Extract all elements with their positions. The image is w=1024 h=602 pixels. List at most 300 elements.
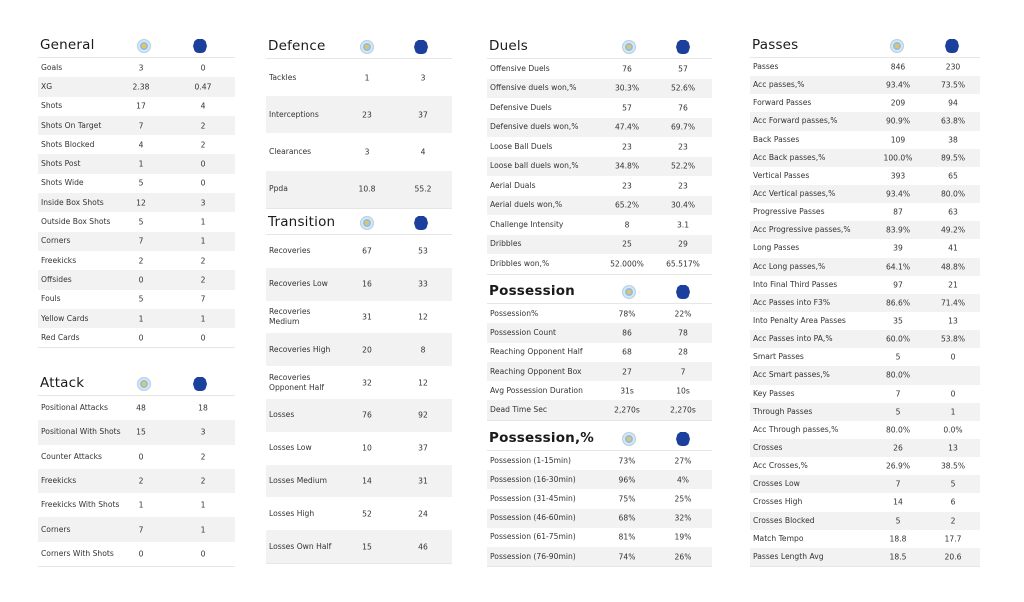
stat-label: Aerial Duals — [490, 180, 536, 190]
everton-badge-icon — [193, 39, 207, 53]
stat-row — [750, 276, 980, 294]
stat-row — [750, 76, 980, 94]
stat-label: Acc passes,% — [753, 80, 805, 90]
man-city-badge-icon — [137, 39, 151, 53]
home-value: 14 — [893, 497, 903, 507]
stat-row — [750, 131, 980, 149]
away-value: 52.2% — [670, 161, 696, 171]
stat-row — [266, 465, 452, 498]
stat-label: Passes — [753, 61, 779, 71]
stat-label: Acc Passes into PA,% — [753, 334, 833, 344]
stat-row — [266, 530, 452, 563]
duels-divider — [487, 274, 712, 275]
stat-label: Interceptions — [269, 109, 319, 119]
everton-badge-icon — [676, 432, 690, 446]
stat-row — [38, 396, 235, 420]
everton-badge-icon — [676, 285, 690, 299]
away-value: 7 — [680, 367, 686, 377]
stat-row — [750, 348, 980, 366]
stat-label: Freekicks — [41, 255, 77, 265]
stat-row — [487, 381, 712, 400]
defence-rows — [266, 59, 452, 208]
stat-row — [266, 59, 452, 96]
stat-label: XG — [41, 81, 53, 91]
away-value: 4 — [420, 147, 426, 157]
stat-row — [487, 254, 712, 274]
away-value: 92 — [418, 410, 428, 420]
stat-row — [38, 290, 235, 309]
stat-row — [266, 497, 452, 530]
transition-rows — [266, 235, 452, 563]
away-value: 8 — [420, 345, 426, 355]
stat-row — [266, 432, 452, 465]
away-value: 65 — [948, 171, 958, 181]
home-value: 2 — [138, 256, 144, 266]
stat-label: Losses Low — [269, 443, 312, 453]
stat-label: Shots Post — [41, 159, 81, 168]
everton-badge-icon — [414, 216, 428, 230]
stat-row — [38, 251, 235, 270]
stat-label: Aerial duels won,% — [490, 200, 563, 210]
stat-label: Shots Blocked — [41, 139, 95, 149]
stat-label: Positional With Shots — [41, 427, 121, 437]
stat-label: Shots On Target — [41, 120, 102, 130]
stat-label: Recoveries Opponent Half — [269, 372, 325, 392]
stat-label: Offsides — [41, 274, 72, 284]
stat-row — [38, 154, 235, 173]
stat-row — [38, 542, 235, 566]
transition-title: Transition — [268, 214, 336, 230]
away-value: 17.7 — [944, 534, 962, 544]
stat-label: Red Cards — [41, 332, 80, 342]
stat-label: Dribbles won,% — [490, 258, 550, 268]
home-value: 18.5 — [889, 552, 907, 562]
home-value: 1 — [138, 314, 144, 323]
stat-row — [750, 421, 980, 439]
passes-panel — [750, 30, 980, 567]
away-value: 19% — [674, 532, 692, 542]
stat-label: Counter Attacks — [41, 451, 102, 461]
away-value: 13 — [948, 443, 958, 453]
stat-label: Possession (16-30min) — [490, 474, 576, 484]
stat-label: Crosses Low — [753, 479, 800, 489]
stat-row — [487, 470, 712, 489]
home-value: 393 — [890, 171, 906, 181]
home-value: 2,270s — [614, 405, 640, 415]
duels-rows — [487, 59, 712, 274]
home-value: 76 — [622, 64, 632, 74]
home-value: 26.9% — [885, 461, 911, 471]
stat-label: Corners With Shots — [41, 548, 114, 558]
away-value: 1 — [950, 407, 956, 417]
away-value: 76 — [678, 103, 688, 113]
stat-row — [750, 457, 980, 475]
home-value: 0 — [138, 333, 144, 343]
stat-row — [487, 98, 712, 118]
home-value: 23 — [622, 142, 632, 152]
stat-label: Possession% — [490, 308, 539, 318]
away-value: 0 — [200, 333, 206, 343]
stat-label: Acc Forward passes,% — [753, 116, 838, 126]
stat-label: Through Passes — [753, 406, 813, 416]
home-value: 76 — [362, 410, 372, 420]
passes-title: Passes — [752, 37, 799, 53]
stat-row — [38, 469, 235, 493]
stat-row — [750, 512, 980, 530]
everton-badge-icon — [414, 40, 428, 54]
stat-label: Match Tempo — [753, 533, 804, 543]
home-value: 80.0% — [885, 425, 911, 435]
away-value: 0 — [950, 389, 956, 399]
away-value: 0 — [200, 159, 206, 169]
home-value: 26 — [893, 443, 903, 453]
transition-header — [266, 207, 452, 235]
home-value: 67 — [362, 246, 372, 256]
possession-panel — [487, 276, 712, 421]
stat-label: Loose ball duels won,% — [490, 161, 579, 171]
stat-row — [266, 235, 452, 268]
home-value: 52 — [362, 509, 372, 519]
stat-label: Corners — [41, 524, 71, 534]
away-value: 4% — [676, 475, 690, 485]
stat-label: Freekicks — [41, 475, 77, 485]
away-value: 7 — [200, 294, 206, 304]
stat-row — [487, 509, 712, 528]
stat-label: Defensive Duels — [490, 102, 552, 112]
home-value: 7 — [895, 479, 901, 489]
away-value: 55.2 — [414, 184, 432, 194]
stat-label: Forward Passes — [753, 98, 812, 108]
stat-label: Clearances — [269, 146, 312, 156]
home-value: 86 — [622, 328, 632, 338]
home-value: 7 — [138, 121, 144, 131]
away-value: 230 — [945, 62, 961, 72]
general-rows — [38, 58, 235, 347]
home-value: 30.3% — [614, 83, 640, 93]
stat-row — [750, 403, 980, 421]
stat-label: Acc Back passes,% — [753, 152, 826, 162]
stat-row — [266, 399, 452, 432]
stat-label: Losses Own Half — [269, 541, 332, 551]
home-value: 32 — [362, 378, 372, 388]
everton-badge-icon — [676, 40, 690, 54]
home-value: 80.0% — [885, 370, 911, 380]
home-value: 20 — [362, 345, 372, 355]
away-value: 89.5% — [940, 153, 966, 163]
away-value: 3.1 — [676, 220, 690, 230]
stat-label: Recoveries — [269, 246, 311, 256]
home-value: 7 — [895, 389, 901, 399]
home-value: 23 — [362, 110, 372, 120]
duels-header — [487, 31, 712, 59]
stat-label: Long Passes — [753, 243, 800, 253]
stat-row — [487, 137, 712, 157]
stat-label: Ppda — [269, 184, 288, 194]
away-value: 13 — [948, 316, 958, 326]
stat-label: Losses Medium — [269, 475, 328, 485]
away-value: 25% — [674, 494, 692, 504]
away-value: 37 — [418, 110, 428, 120]
home-value: 52.000% — [610, 259, 644, 269]
away-value: 1 — [200, 525, 206, 535]
away-value: 10s — [676, 386, 690, 396]
away-value: 1 — [200, 500, 206, 510]
away-value: 21 — [948, 280, 958, 290]
transition-divider — [266, 563, 452, 564]
home-value: 0 — [138, 275, 144, 285]
home-value: 15 — [362, 542, 372, 552]
stat-row — [266, 301, 452, 334]
home-value: 5 — [138, 294, 144, 304]
attack-rows — [38, 396, 235, 566]
stat-label: Dribbles — [490, 239, 522, 249]
home-value: 31s — [620, 386, 634, 396]
away-value: 23 — [678, 181, 688, 191]
home-value: 5 — [138, 217, 144, 227]
stat-label: Positional Attacks — [41, 403, 108, 413]
home-value: 78% — [618, 309, 636, 319]
away-value: 48.8% — [940, 262, 966, 272]
away-value: 2 — [200, 121, 206, 131]
possession-pct-panel — [487, 423, 712, 567]
away-value: 73.5% — [940, 80, 966, 90]
away-value: 1 — [200, 236, 206, 246]
home-value: 64.1% — [885, 262, 911, 272]
away-value: 3 — [420, 73, 426, 83]
attack-divider — [38, 566, 235, 567]
stat-row — [38, 97, 235, 116]
stat-row — [38, 58, 235, 77]
home-value: 18.8 — [889, 534, 907, 544]
attack-header — [38, 368, 235, 396]
stat-row — [487, 79, 712, 99]
defence-header — [266, 31, 452, 59]
stat-label: Crosses Blocked — [753, 515, 815, 525]
stat-label: Into Penalty Area Passes — [753, 315, 846, 325]
possession-pct-header — [487, 423, 712, 451]
away-value: 26% — [674, 552, 692, 562]
stat-row — [487, 451, 712, 470]
home-value: 68% — [618, 513, 636, 523]
stat-row — [38, 232, 235, 251]
man-city-badge-icon — [890, 39, 904, 53]
home-value: 3 — [138, 63, 144, 73]
stat-label: Fouls — [41, 294, 61, 304]
attack-panel — [38, 368, 235, 567]
away-value: 2 — [200, 275, 206, 285]
stat-row — [750, 58, 980, 76]
stat-label: Crosses — [753, 442, 783, 452]
man-city-badge-icon — [137, 377, 151, 391]
away-value: 5 — [950, 479, 956, 489]
away-value: 63 — [948, 207, 958, 217]
away-value: 3 — [200, 198, 206, 208]
stat-row — [487, 400, 712, 419]
stat-row — [750, 94, 980, 112]
stat-row — [750, 548, 980, 566]
stat-label: Acc Smart passes,% — [753, 370, 830, 380]
stat-label: Crosses High — [753, 497, 803, 507]
stat-label: Acc Through passes,% — [753, 424, 839, 434]
stat-label: Yellow Cards — [41, 313, 89, 323]
stat-row — [266, 133, 452, 170]
stat-label: Vertical Passes — [753, 170, 810, 180]
stat-row — [750, 185, 980, 203]
stat-label: Possession (1-15min) — [490, 455, 571, 465]
stat-row — [750, 385, 980, 403]
home-value: 7 — [138, 525, 144, 535]
stat-row — [750, 439, 980, 457]
away-value: 31 — [418, 476, 428, 486]
stat-label: Tackles — [269, 72, 297, 82]
stat-row — [266, 333, 452, 366]
home-value: 846 — [890, 62, 906, 72]
stat-label: Challenge Intensity — [490, 219, 564, 229]
stat-row — [38, 116, 235, 135]
stat-row — [266, 366, 452, 399]
transition-panel — [266, 207, 452, 564]
away-value: 24 — [418, 509, 428, 519]
home-value: 60.0% — [885, 334, 911, 344]
possession-pct-divider — [487, 566, 712, 567]
away-value: 1 — [200, 314, 206, 323]
away-value: 0 — [200, 549, 206, 559]
stat-label: Outside Box Shots — [41, 216, 111, 226]
stat-row — [487, 215, 712, 235]
stat-label: Acc Long passes,% — [753, 261, 826, 271]
away-value: 30.4% — [670, 200, 696, 210]
away-value: 0 — [950, 352, 956, 362]
away-value: 2,270s — [670, 405, 696, 415]
stat-label: Losses — [269, 410, 295, 420]
stat-label: Inside Box Shots — [41, 197, 104, 207]
stat-row — [487, 489, 712, 508]
stat-row — [487, 343, 712, 362]
home-value: 93.4% — [885, 80, 911, 90]
stat-label: Acc Vertical passes,% — [753, 188, 836, 198]
stat-row — [38, 420, 235, 444]
stat-label: Acc Progressive passes,% — [753, 225, 851, 235]
home-value: 8 — [624, 220, 630, 230]
stat-label: Back Passes — [753, 134, 800, 144]
stat-label: Shots — [41, 101, 63, 111]
home-value: 47.4% — [614, 122, 640, 132]
stat-row — [487, 304, 712, 323]
general-title: General — [40, 37, 95, 53]
stat-row — [266, 268, 452, 301]
man-city-badge-icon — [360, 40, 374, 54]
everton-badge-icon — [193, 377, 207, 391]
home-value: 4 — [138, 140, 144, 150]
home-value: 93.4% — [885, 189, 911, 199]
stat-label: Goals — [41, 62, 63, 72]
passes-divider — [750, 566, 980, 567]
home-value: 96% — [618, 475, 636, 485]
man-city-badge-icon — [622, 432, 636, 446]
away-value: 22% — [674, 309, 692, 319]
stat-row — [487, 362, 712, 381]
away-value: 2 — [200, 452, 206, 462]
home-value: 25 — [622, 239, 632, 249]
stat-label: Possession (76-90min) — [490, 551, 576, 561]
home-value: 86.6% — [885, 298, 911, 308]
stat-row — [750, 221, 980, 239]
stat-row — [750, 149, 980, 167]
home-value: 12 — [136, 198, 146, 208]
stat-row — [487, 323, 712, 342]
home-value: 5 — [895, 516, 901, 526]
away-value: 0 — [200, 63, 206, 73]
away-value: 27% — [674, 456, 692, 466]
stat-row — [750, 493, 980, 511]
passes-header — [750, 30, 980, 58]
everton-badge-icon — [945, 39, 959, 53]
stat-label: Possession (46-60min) — [490, 513, 576, 523]
away-value: 63.8% — [940, 116, 966, 126]
man-city-badge-icon — [622, 40, 636, 54]
home-value: 74% — [618, 552, 636, 562]
away-value: 12 — [418, 378, 428, 388]
stat-label: Reaching Opponent Box — [490, 366, 582, 376]
possession-header — [487, 276, 712, 304]
home-value: 1 — [138, 159, 144, 169]
away-value: 41 — [948, 243, 958, 253]
home-value: 15 — [136, 427, 146, 437]
home-value: 1 — [364, 73, 370, 83]
stat-row — [487, 528, 712, 547]
stat-label: Acc Crosses,% — [753, 461, 808, 471]
stat-label: Into Final Third Passes — [753, 279, 838, 289]
away-value: 28 — [678, 347, 688, 357]
man-city-badge-icon — [622, 285, 636, 299]
general-panel — [38, 30, 235, 348]
stat-row — [266, 96, 452, 133]
stat-label: Defensive duels won,% — [490, 122, 579, 132]
home-value: 48 — [136, 403, 146, 413]
stat-row — [750, 366, 980, 384]
home-value: 10 — [362, 443, 372, 453]
home-value: 2 — [138, 476, 144, 486]
away-value: 32% — [674, 513, 692, 523]
away-value: 94 — [948, 98, 958, 108]
stat-row — [750, 112, 980, 130]
possession-rows — [487, 304, 712, 420]
away-value: 80.0% — [940, 189, 966, 199]
home-value: 5 — [895, 407, 901, 417]
away-value: 1 — [200, 217, 206, 227]
home-value: 81% — [618, 532, 636, 542]
stat-label: Dead Time Sec — [490, 405, 548, 414]
away-value: 2 — [200, 256, 206, 266]
stat-label: Recoveries Low — [269, 279, 328, 289]
stat-row — [750, 312, 980, 330]
away-value: 78 — [678, 328, 688, 338]
away-value: 65.517% — [666, 259, 700, 269]
away-value: 46 — [418, 542, 428, 552]
stat-row — [750, 167, 980, 185]
away-value: 0.47 — [194, 82, 212, 92]
away-value: 37 — [418, 443, 428, 453]
stat-label: Passes Length Avg — [753, 551, 824, 561]
stat-row — [750, 239, 980, 257]
stat-row — [487, 235, 712, 255]
away-value: 69.7% — [670, 122, 696, 132]
possession-pct-rows — [487, 451, 712, 566]
stat-row — [750, 203, 980, 221]
passes-rows — [750, 58, 980, 566]
away-value: 2 — [950, 516, 956, 526]
home-value: 1 — [138, 500, 144, 510]
